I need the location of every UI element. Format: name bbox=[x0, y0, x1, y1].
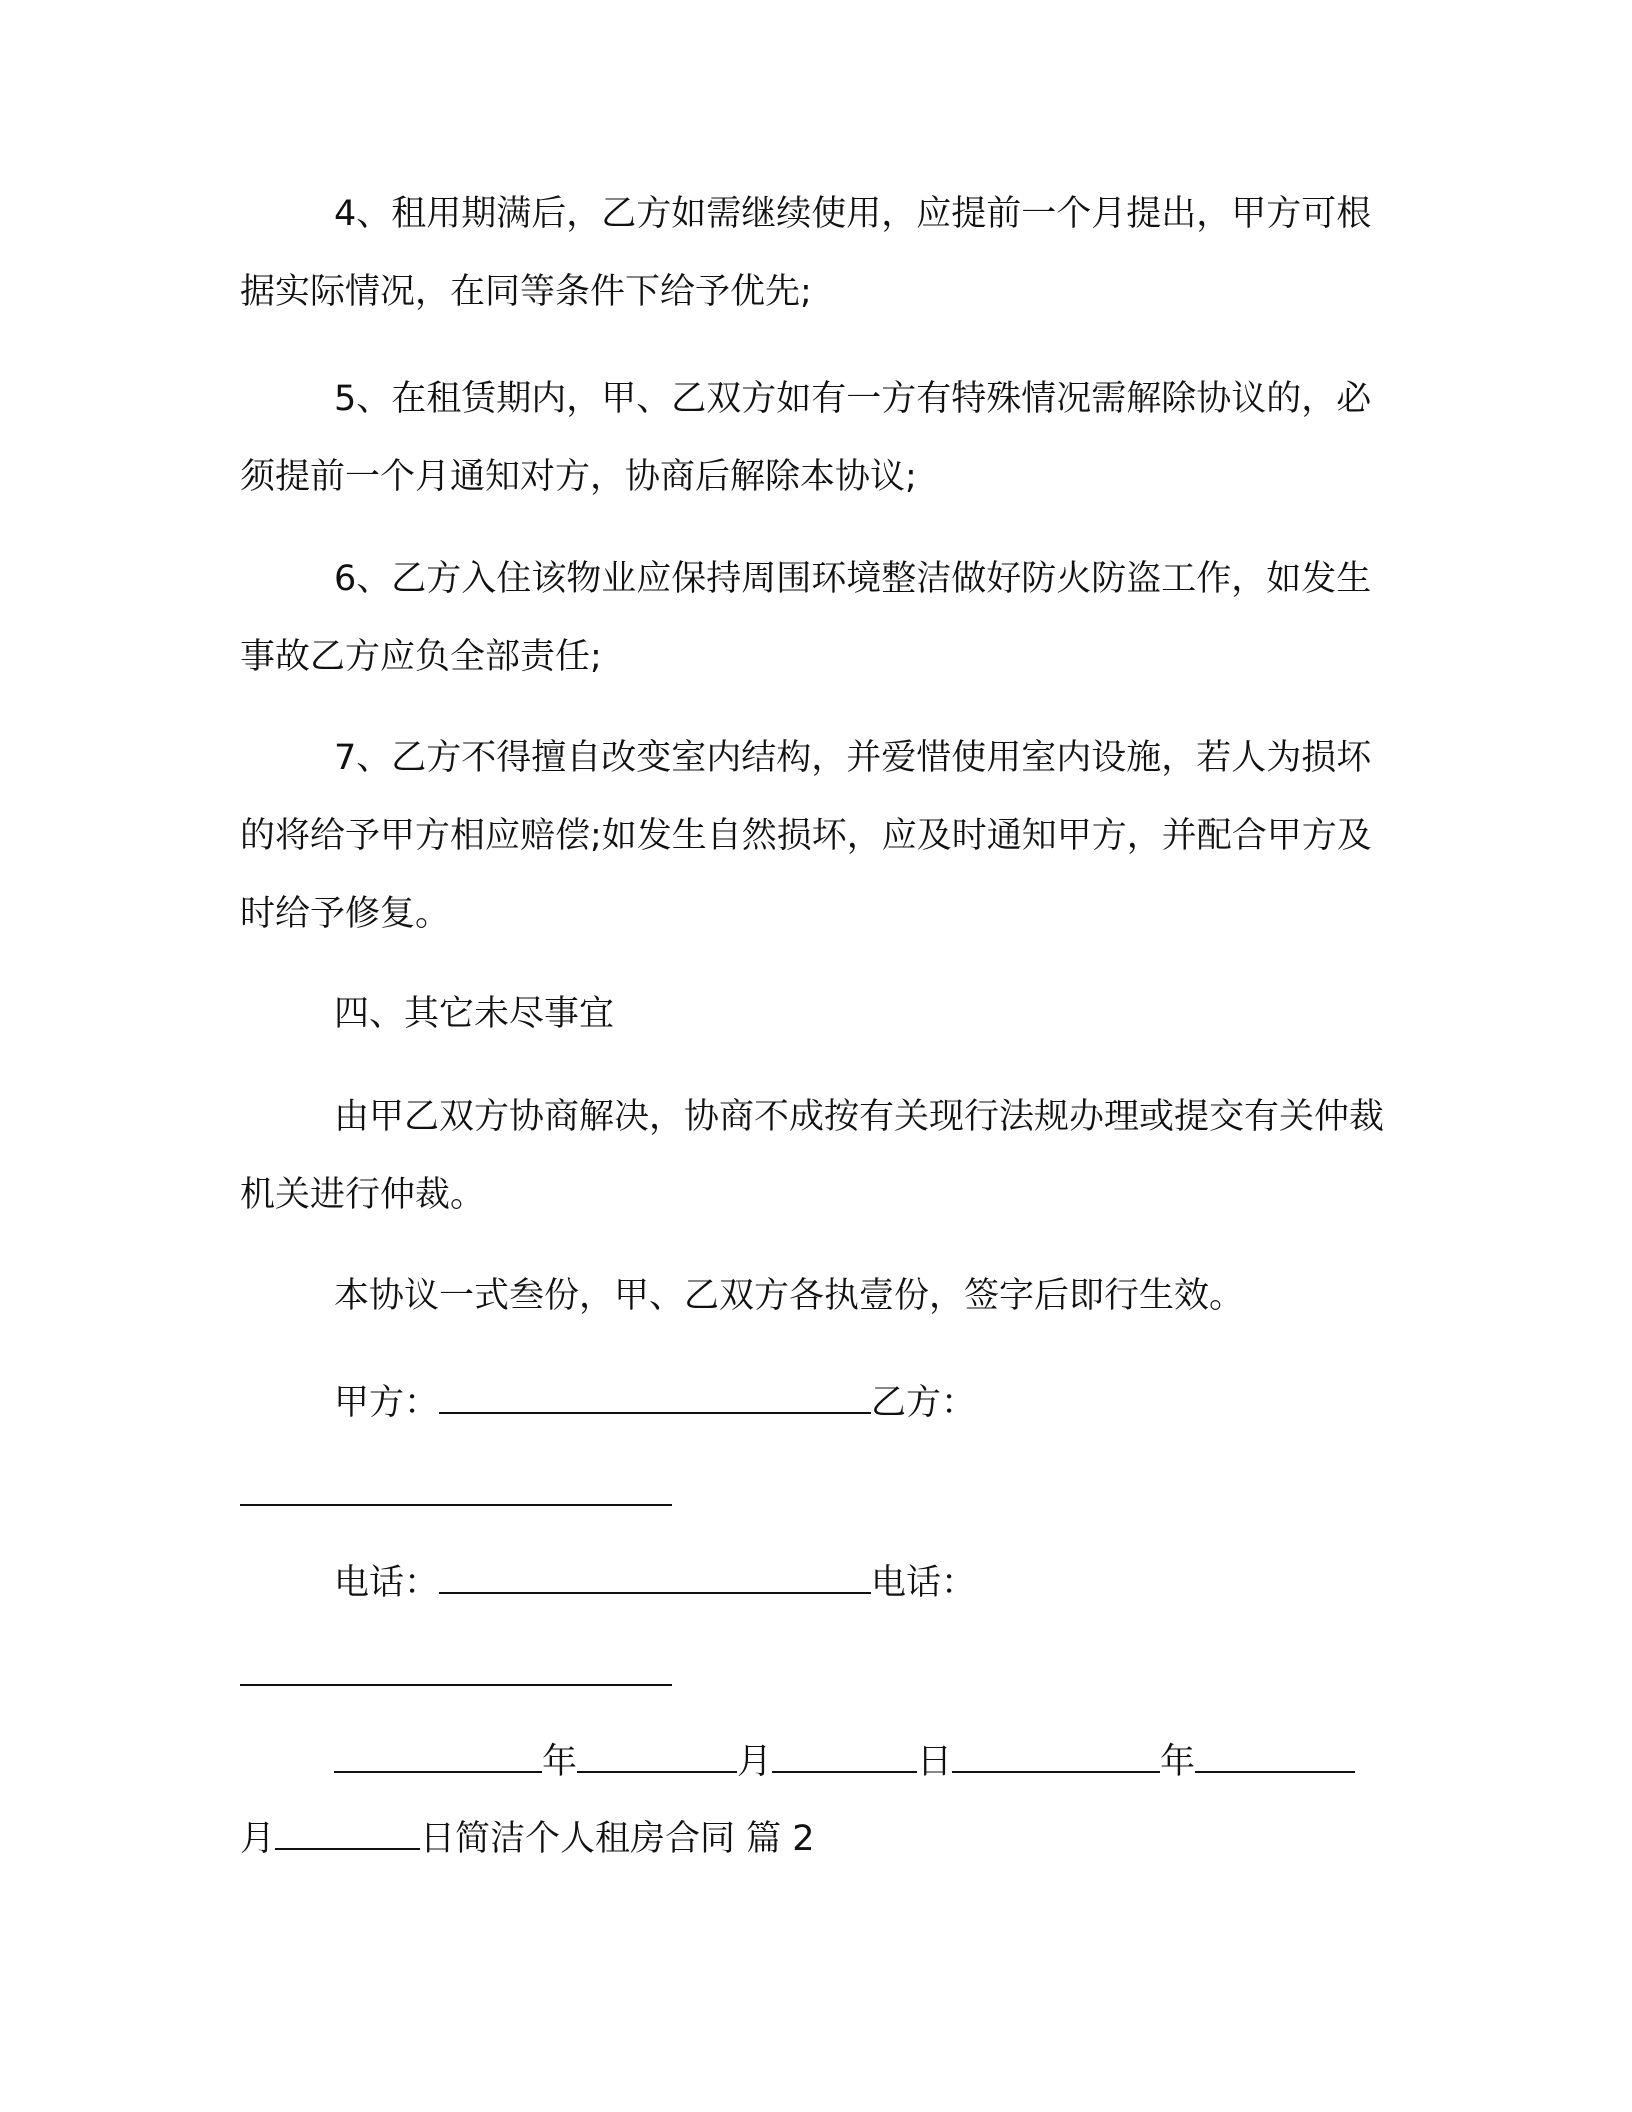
date-b-month-label: 月 bbox=[240, 1819, 276, 1859]
phone-a-blank[interactable] bbox=[439, 1558, 871, 1594]
phone-line bbox=[334, 1558, 976, 1608]
next-contract-title: 日简洁个人租房合同 篇 2 bbox=[420, 1819, 815, 1859]
phone-b-blank[interactable] bbox=[240, 1650, 672, 1686]
party-b-signature-blank[interactable] bbox=[240, 1470, 672, 1506]
party-a-label: 甲方： bbox=[334, 1383, 440, 1423]
date-line bbox=[334, 1737, 1355, 1787]
party-b-continuation bbox=[240, 1470, 672, 1520]
party-line bbox=[334, 1378, 976, 1428]
section-heading: 四、其它未尽事宜 bbox=[334, 994, 615, 1034]
clause-4: 4、租用期满后，乙方如需继续使用，应提前一个月提出，甲方可根据实际情况，在同等条件下给予优先; bbox=[240, 194, 1372, 312]
date-continuation bbox=[240, 1814, 815, 1864]
date-b-month-blank[interactable] bbox=[1195, 1737, 1355, 1773]
date-a-year-label: 年 bbox=[542, 1742, 578, 1782]
clause-6: 6、乙方入住该物业应保持周围环境整洁做好防火防盗工作，如发生事故乙方应负全部责任; bbox=[240, 559, 1372, 677]
date-a-year-blank[interactable] bbox=[334, 1737, 542, 1773]
date-a-day-label: 日 bbox=[917, 1742, 953, 1782]
date-b-year-blank[interactable] bbox=[952, 1737, 1160, 1773]
clause-7: 7、乙方不得擅自改变室内结构，并爱惜使用室内设施，若人为损坏的将给予甲方相应赔偿;如发生自然损坏，应及时通知甲方，并配合甲方及时给予修复。 bbox=[240, 738, 1372, 934]
copies-statement: 本协议一式叁份，甲、乙双方各执壹份，签字后即行生效。 bbox=[334, 1276, 1245, 1316]
party-a-signature-blank[interactable] bbox=[439, 1378, 871, 1414]
date-a-day-blank[interactable] bbox=[772, 1737, 917, 1773]
phone-b-continuation bbox=[240, 1650, 672, 1700]
date-a-month-label: 月 bbox=[737, 1742, 773, 1782]
section-body: 由甲乙双方协商解决，协商不成按有关现行法规办理或提交有关仲裁机关进行仲裁。 bbox=[240, 1097, 1385, 1215]
phone-b-label: 电话： bbox=[871, 1563, 977, 1603]
date-a-month-blank[interactable] bbox=[577, 1737, 737, 1773]
phone-a-label: 电话： bbox=[334, 1563, 440, 1603]
party-b-label: 乙方： bbox=[871, 1383, 977, 1423]
date-b-year-label: 年 bbox=[1160, 1742, 1196, 1782]
date-b-day-blank[interactable] bbox=[275, 1814, 420, 1850]
clause-5: 5、在租赁期内，甲、乙双方如有一方有特殊情况需解除协议的，必须提前一个月通知对方，协商后解除本协议; bbox=[240, 379, 1372, 497]
